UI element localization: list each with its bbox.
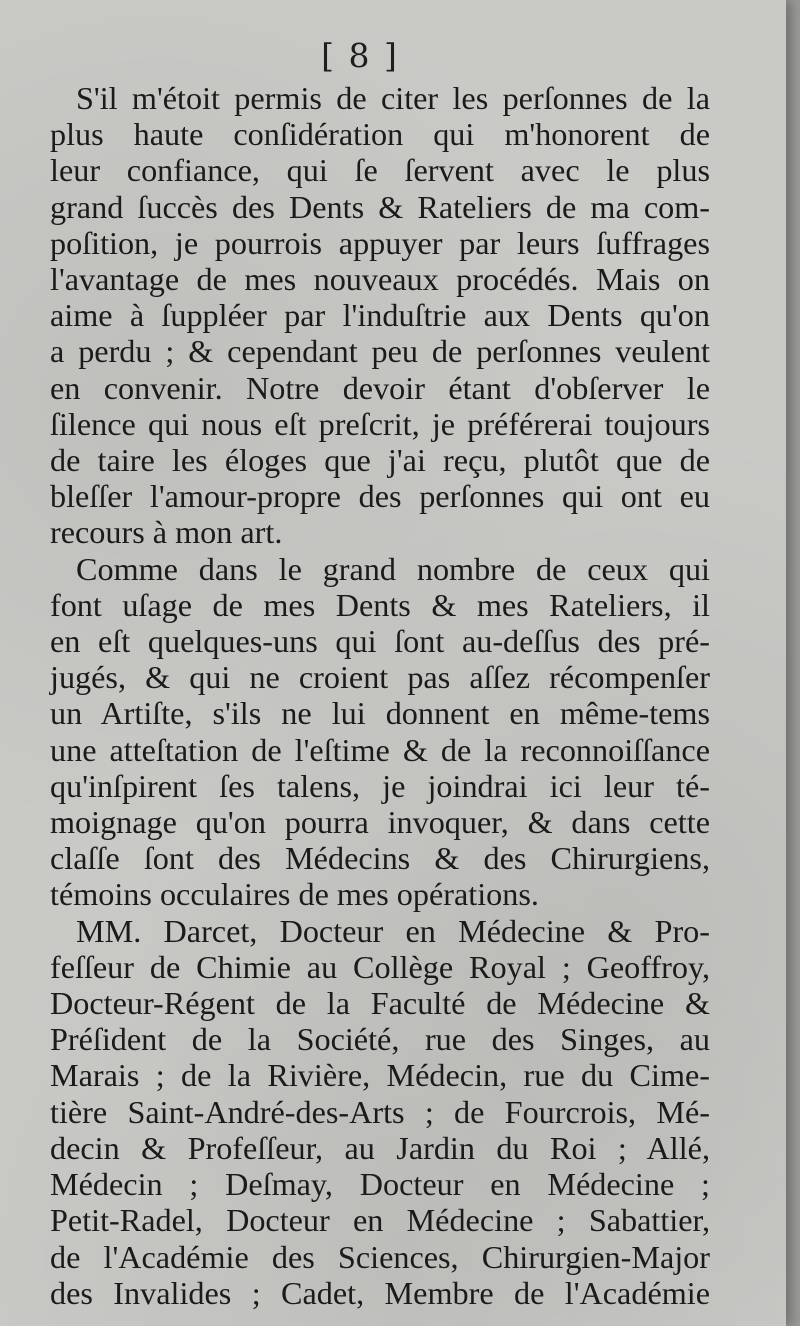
text-line: poſition, je pourrois appuyer par leurs ſuffrages xyxy=(50,224,710,261)
page-number: [ 8 ] xyxy=(321,36,399,75)
text-line: feſſeur de Chimie au Collège Royal ; Geoffroy, xyxy=(50,948,710,985)
text-line: claſſe ſont des Médecins & des Chirurgiens, xyxy=(50,840,710,877)
text-line: S'il m'étoit permis de citer les perſonnes de la xyxy=(76,80,710,116)
body-text xyxy=(50,80,710,1311)
text-line: Préſident de la Société, rue des Singes, au xyxy=(50,1021,710,1058)
text-line: grand ſuccès des Dents & Rateliers de ma com- xyxy=(50,188,710,225)
text-line: Comme dans le grand nombre de ceux qui xyxy=(76,550,710,587)
text-line: bleſſer l'amour-propre des perſonnes qui ont eu xyxy=(50,478,710,515)
text-line: Docteur-Régent de la Faculté de Médecine & xyxy=(50,985,710,1022)
text-line: en eſt quelques-uns qui ſont au-deſſus des pré- xyxy=(50,623,710,660)
text-line: font uſage de mes Dents & mes Rateliers, il xyxy=(50,586,710,623)
paragraph xyxy=(50,913,710,1311)
text-line: l'avantage de mes nouveaux procédés. Mais on xyxy=(50,261,710,298)
text-line: ſilence qui nous eſt preſcrit, je préférerai toujours xyxy=(50,405,710,442)
text-line: leur confiance, qui ſe ſervent avec le plus xyxy=(50,152,710,189)
paragraph xyxy=(50,80,710,551)
text-line: MM. Darcet, Docteur en Médecine & Pro- xyxy=(76,912,710,949)
text-line: en convenir. Notre devoir étant d'obſerver le xyxy=(50,369,710,406)
paragraph xyxy=(50,551,710,913)
text-line: un Artiſte, s'ils ne lui donnent en même-tems xyxy=(50,695,710,732)
text-line: Médecin ; Deſmay, Docteur en Médecine ; xyxy=(50,1166,710,1203)
text-line: Petit-Radel, Docteur en Médecine ; Sabattier, xyxy=(50,1202,710,1239)
text-line: jugés, & qui ne croient pas aſſez récompenſer xyxy=(50,659,710,696)
text-line: de l'Académie des Sciences, Chirurgien-Major xyxy=(50,1238,710,1275)
text-line: decin & Profeſſeur, au Jardin du Roi ; Allé, xyxy=(50,1129,710,1166)
text-line: aime à ſuppléer par l'induſtrie aux Dents qu'on xyxy=(50,297,710,334)
text-line: témoins occulaires de mes opérations. xyxy=(50,876,539,913)
text-line: Marais ; de la Rivière, Médecin, rue du Cime- xyxy=(50,1057,710,1094)
text-line: de taire les éloges que j'ai reçu, plutôt que de xyxy=(50,442,710,479)
text-line: moignage qu'on pourra invoquer, & dans cette xyxy=(50,804,710,841)
text-line: une atteſtation de l'eſtime & de la reconnoiſſance xyxy=(50,731,710,768)
text-line: qu'inſpirent ſes talens, je joindrai ici leur té- xyxy=(50,767,710,804)
text-line: recours à mon art. xyxy=(50,514,283,551)
text-line: tière Saint-André-des-Arts ; de Fourcrois, Mé- xyxy=(50,1093,710,1130)
text-line: plus haute conſidération qui m'honorent de xyxy=(50,116,710,153)
text-line: des Invalides ; Cadet, Membre de l'Académie xyxy=(50,1274,710,1311)
text-line: a perdu ; & cependant peu de perſonnes veulent xyxy=(50,333,710,370)
